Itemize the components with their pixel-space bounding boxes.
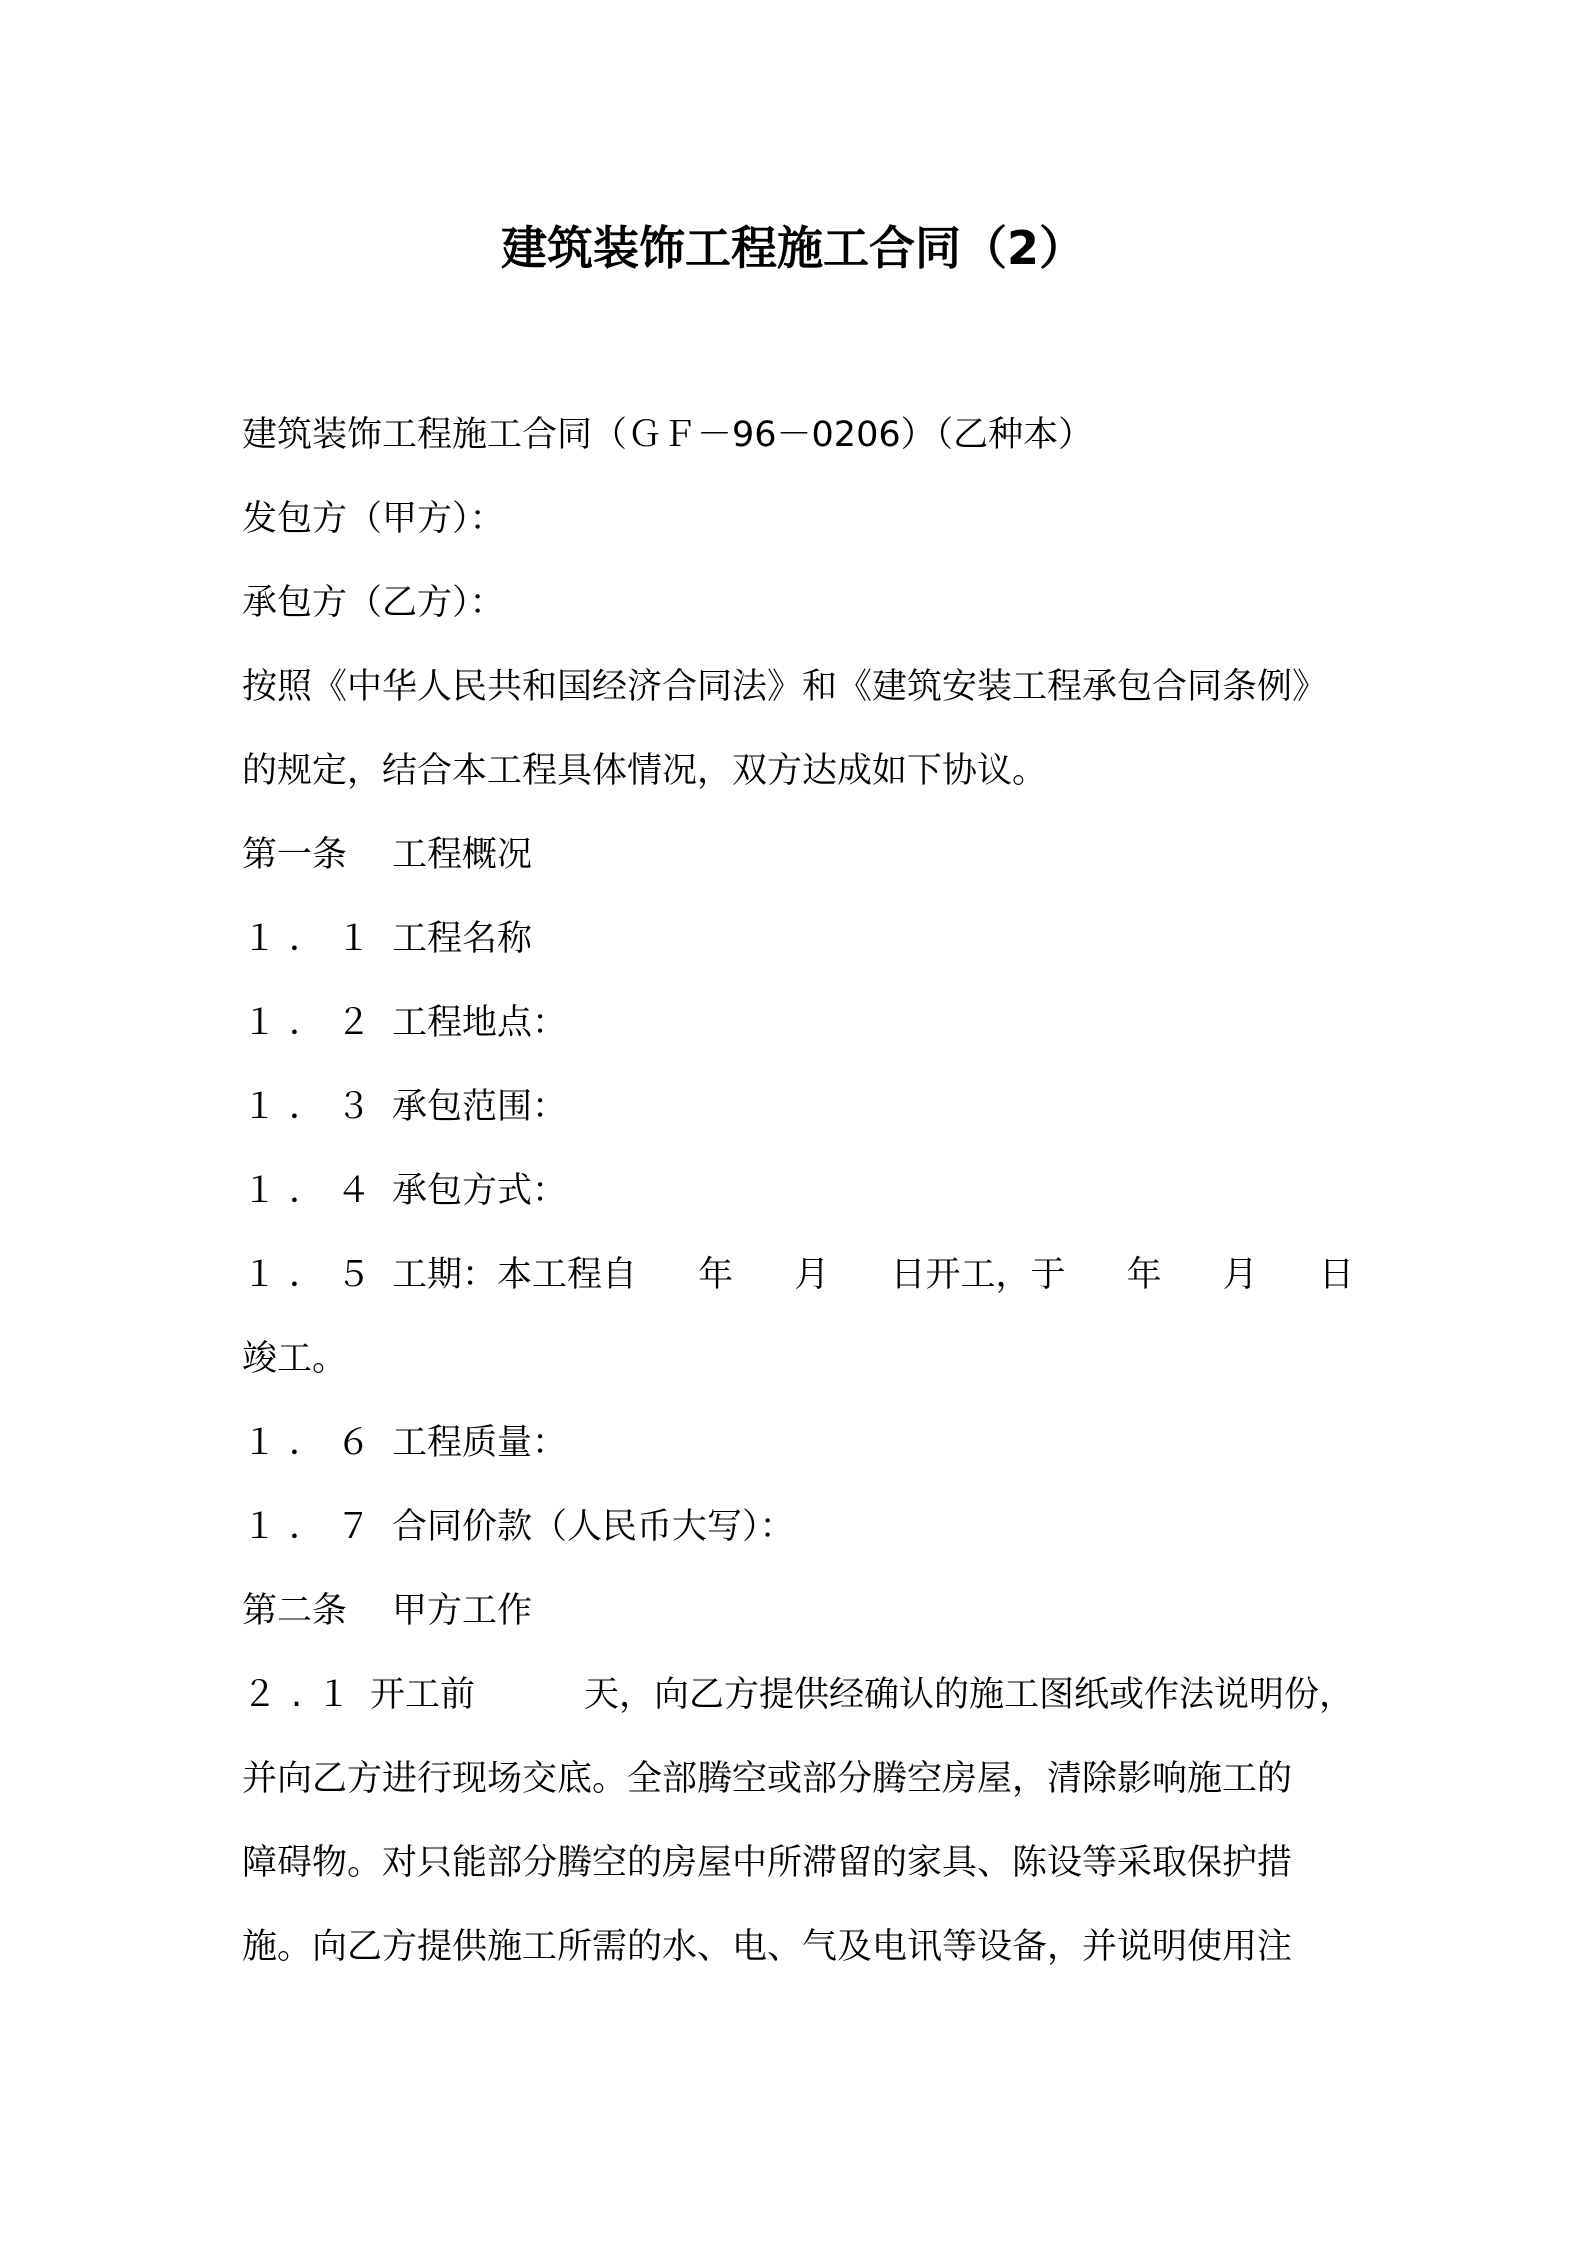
clause-number: １．５ [242, 1255, 384, 1295]
party-b-field: 承包方（乙方）： [242, 583, 505, 623]
start-text: 日开工，于 [890, 1255, 1066, 1295]
clause-text: 开工前 [370, 1675, 476, 1715]
clause-2-1-line-2: 并向乙方进行现场交底。全部腾空或部分腾空房屋，清除影响施工的 [242, 1759, 1293, 1799]
clause-1-7 [242, 1502, 1354, 1552]
document-title: 建筑装饰工程施工合同（2） [500, 221, 1085, 275]
clause-number: １．２ [242, 1003, 384, 1043]
article-title: 工程概况 [392, 835, 533, 875]
clause-2-1-left [242, 1670, 475, 1720]
article-number: 第一条 [242, 835, 348, 875]
clause-1-4 [242, 1166, 1354, 1216]
clause-2-1 [242, 1670, 1354, 1720]
clause-number: １．１ [242, 919, 384, 959]
clause-text: 工程地点： [392, 1003, 568, 1043]
article-number: 第二条 [242, 1591, 348, 1631]
clause-text: 工程名称 [392, 919, 533, 959]
year-label: 年 [698, 1255, 734, 1295]
article-title: 甲方工作 [392, 1591, 533, 1631]
clause-text: 工程质量： [392, 1423, 568, 1463]
preamble-line-1: 按照《中华人民共和国经济合同法》和《建筑安装工程承包合同条例》 [242, 667, 1328, 707]
clause-number: １．６ [242, 1423, 384, 1463]
preamble-line-2: 的规定，结合本工程具体情况，双方达成如下协议。 [242, 751, 1048, 791]
clause-text: 承包范围： [392, 1087, 568, 1127]
clause-number: １．４ [242, 1171, 384, 1211]
party-a-field: 发包方（甲方）： [242, 499, 505, 539]
clause-1-1 [242, 914, 1354, 964]
article-2-heading [242, 1586, 1354, 1636]
article-1-heading [242, 830, 1354, 880]
month-label: 月 [794, 1255, 830, 1295]
clause-2-1-line-3: 障碍物。对只能部分腾空的房屋中所滞留的家具、陈设等采取保护措 [242, 1843, 1293, 1883]
clause-1-2 [242, 998, 1354, 1048]
month-label: 月 [1222, 1255, 1258, 1295]
clause-1-6 [242, 1418, 1354, 1468]
clause-1-5-left [242, 1250, 637, 1300]
day-label: 日 [1318, 1255, 1354, 1295]
clause-text-continued: 天，向乙方提供经确认的施工图纸或作法说明份， [583, 1675, 1354, 1715]
clause-1-5-continued: 竣工。 [242, 1339, 348, 1379]
contract-subtitle: 建筑装饰工程施工合同（ＧＦ－96－0206）（乙种本） [242, 415, 1094, 455]
year-label: 年 [1126, 1255, 1162, 1295]
clause-1-5 [242, 1250, 1354, 1300]
clause-text: 承包方式： [392, 1171, 568, 1211]
clause-number: １．７ [242, 1507, 384, 1547]
clause-2-1-line-4: 施。向乙方提供施工所需的水、电、气及电讯等设备，并说明使用注 [242, 1927, 1293, 1967]
clause-text: 工期：本工程自 [392, 1255, 638, 1295]
clause-1-3 [242, 1082, 1354, 1132]
clause-text: 合同价款（人民币大写）： [392, 1507, 795, 1547]
clause-number: ２.１ [242, 1675, 366, 1715]
clause-number: １．３ [242, 1087, 384, 1127]
